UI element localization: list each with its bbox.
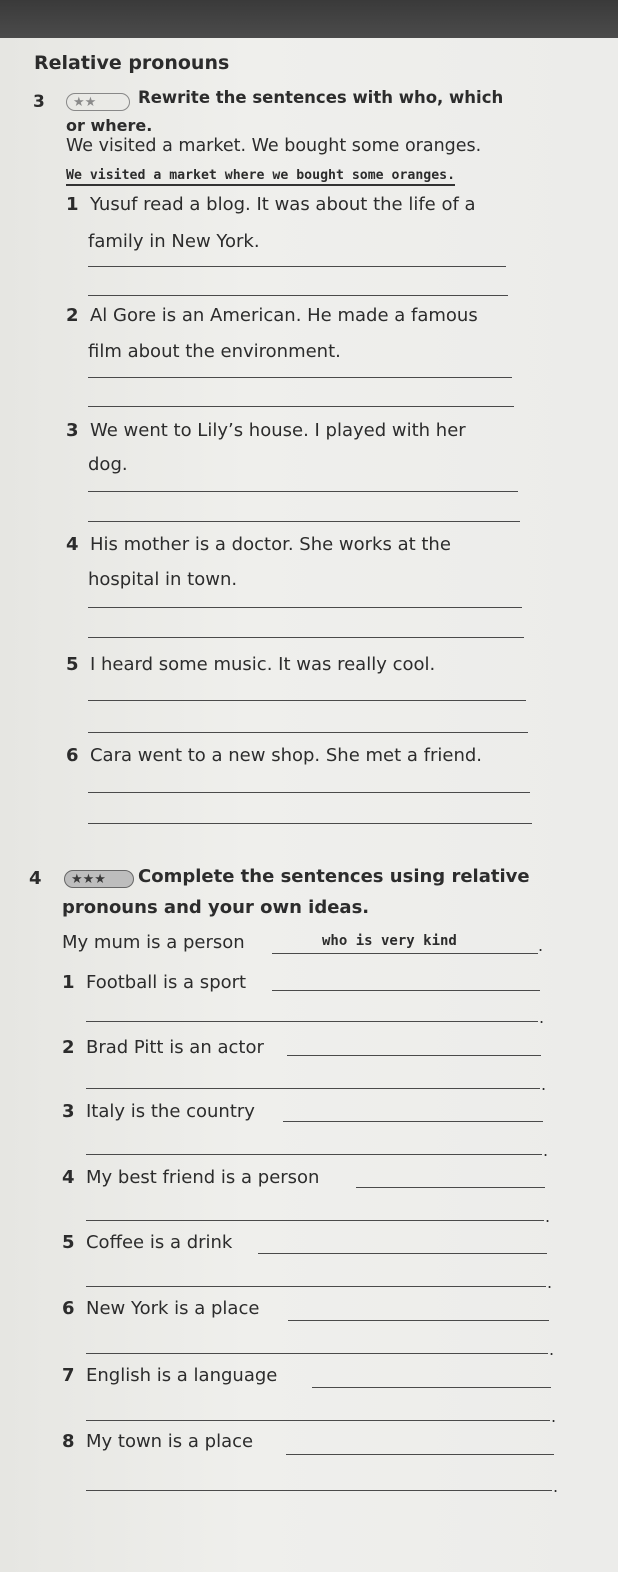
full-stop: . — [547, 1273, 553, 1292]
answer-line[interactable] — [86, 1490, 552, 1491]
exercise-3-item-4-line2: hospital in town. — [88, 569, 238, 590]
exercise-3-item-1-line2: family in New York. — [88, 231, 260, 252]
answer-line[interactable] — [86, 1088, 540, 1089]
exercise-4-number: 4 — [29, 868, 42, 889]
exercise-4-example-prompt: My mum is a person — [62, 932, 245, 953]
exercise-3-item-3: 3 We went to Lily’s house. I played with her — [66, 420, 466, 441]
answer-line[interactable] — [88, 637, 524, 638]
exercise-4-item-4: 4 My best friend is a person — [62, 1167, 320, 1188]
answer-line[interactable] — [88, 295, 508, 296]
full-stop: . — [545, 1207, 551, 1226]
answer-line[interactable] — [88, 406, 514, 407]
exercise-4-item-1: 1 Football is a sport — [62, 972, 247, 993]
answer-line[interactable] — [286, 1454, 554, 1455]
answer-line[interactable] — [86, 1420, 550, 1421]
answer-line[interactable] — [288, 1320, 549, 1321]
answer-line[interactable] — [86, 1220, 544, 1221]
answer-line[interactable] — [88, 700, 526, 701]
exercise-4-instruction-line2: pronouns and your own ideas. — [62, 897, 370, 918]
answer-line[interactable] — [287, 1055, 541, 1056]
exercise-4-item-3: 3 Italy is the country — [62, 1101, 255, 1122]
exercise-4-item-7: 7 English is a language — [62, 1365, 278, 1386]
top-shadow-bar — [0, 0, 618, 38]
full-stop: . — [541, 1075, 547, 1094]
exercise-4-instruction-line1: Complete the sentences using relative — [138, 866, 530, 887]
answer-line[interactable] — [86, 1154, 542, 1155]
exercise-3-example-answer: We visited a market where we bought some oranges. — [66, 168, 455, 186]
exercise-4-item-5: 5 Coffee is a drink — [62, 1232, 233, 1253]
exercise-3-item-5: 5 I heard some music. It was really cool. — [66, 654, 436, 675]
answer-line[interactable] — [86, 1353, 548, 1354]
exercise-3-item-1: 1 Yusuf read a blog. It was about the life of a — [66, 194, 476, 215]
answer-line[interactable] — [88, 607, 522, 608]
exercise-3-number: 3 — [33, 92, 45, 112]
full-stop: . — [549, 1340, 555, 1359]
exercise-4-example-answer: who is very kind — [322, 933, 457, 949]
answer-line[interactable] — [86, 1286, 546, 1287]
full-stop: . — [553, 1477, 559, 1496]
answer-line[interactable] — [88, 792, 530, 793]
section-title: Relative pronouns — [34, 52, 230, 74]
exercise-3-item-6: 6 Cara went to a new shop. She met a friend. — [66, 745, 482, 766]
answer-line[interactable] — [88, 823, 532, 824]
answer-line[interactable] — [88, 491, 518, 492]
exercise-3-instruction-line2: or where. — [66, 116, 153, 135]
answer-line[interactable] — [88, 377, 512, 378]
exercise-3-instruction-line1: Rewrite the sentences with who, which — [138, 88, 504, 107]
answer-line[interactable] — [88, 521, 520, 522]
difficulty-stars-icon: ★★ — [66, 93, 130, 111]
full-stop: . — [551, 1407, 557, 1426]
exercise-4-item-6: 6 New York is a place — [62, 1298, 260, 1319]
answer-line[interactable] — [86, 1021, 538, 1022]
exercise-3-item-4: 4 His mother is a doctor. She works at the — [66, 534, 451, 555]
exercise-3-example-prompt: We visited a market. We bought some oranges. — [66, 136, 482, 156]
full-stop: . — [543, 1141, 549, 1160]
full-stop: . — [539, 1008, 545, 1027]
answer-line[interactable] — [88, 266, 506, 267]
answer-line[interactable] — [312, 1387, 551, 1388]
exercise-4-item-2: 2 Brad Pitt is an actor — [62, 1037, 264, 1058]
exercise-4-item-8: 8 My town is a place — [62, 1431, 254, 1452]
workbook-page — [0, 38, 618, 1572]
answer-line[interactable] — [356, 1187, 545, 1188]
exercise-3-item-2: 2 Al Gore is an American. He made a famous — [66, 305, 478, 326]
difficulty-stars-icon: ★★★ — [64, 870, 134, 888]
exercise-3-item-2-line2: film about the environment. — [88, 341, 341, 362]
exercise-3-item-3-line2: dog. — [88, 454, 128, 475]
answer-line[interactable] — [88, 732, 528, 733]
answer-line[interactable] — [272, 990, 540, 991]
full-stop: . — [538, 936, 544, 955]
answer-line — [272, 953, 538, 954]
answer-line[interactable] — [283, 1121, 543, 1122]
answer-line[interactable] — [258, 1253, 547, 1254]
